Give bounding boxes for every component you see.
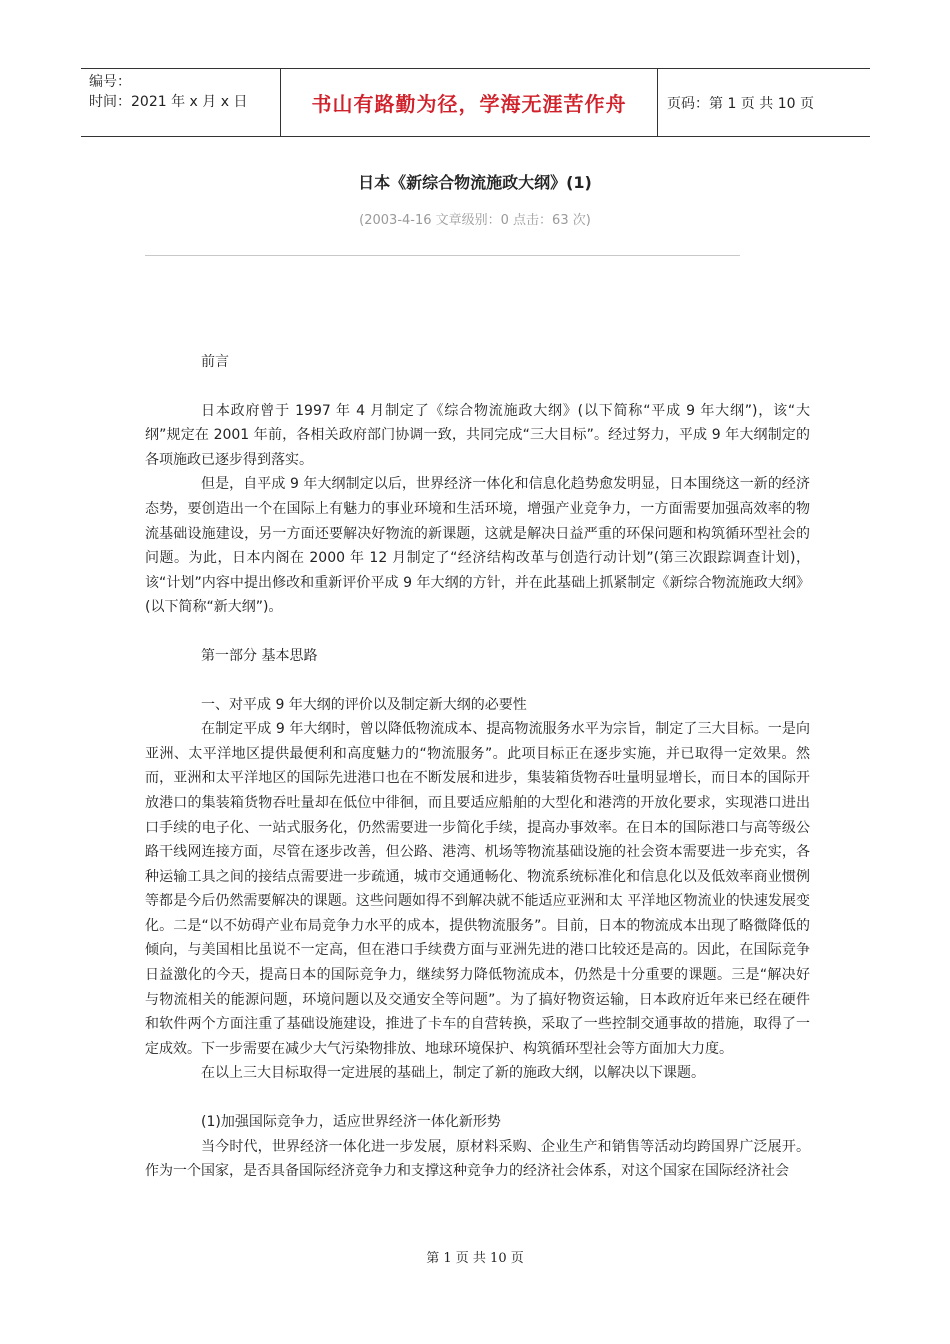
subsection-heading: 一、对平成 9 年大纲的评价以及制定新大纲的必要性 (201, 696, 527, 713)
subsection-heading: (1)加强国际竞争力，适应世界经济一体化新形势 (201, 1114, 501, 1131)
section-heading: 第一部分 基本思路 (201, 647, 318, 664)
page-footer: 第 1 页 共 10 页 (426, 1251, 524, 1266)
paragraph: 在制定平成 9 年大纲时，曾以降低物流成本、提高物流服务水平为宗旨，制定了三大目标。一是向亚洲、太平洋地区提供最便利和高度魅力的“物流服务”。此项目标正在逐步实施，并已取得一定效果。然而，亚洲和太平洋地区的国际先进港口也在不断发展和进步，集装箱货物吞吐量明显增长，而日本的国际开放港口的集装箱货物吞吐量却在低位中徘徊，而且要适应船舶的大型化和港湾的开放化要求，实现港口进出口手续的电子化、一站式服务化，仍然需要进一步简化手续，提高办事效率。在日本的国际港口与高等级公路干线网连接方面，尽管在逐步改善，但公路、港湾、机场等物流基础设施的社会资本需要进一步充实，各种运输工具之间的接结点需要进一步疏通，城市交通通畅化、物流系统标准化和信息化以及低效率商业惯例等都是今后仍然需要解决的课题。这些问题如得不到解决就不能适应亚洲和太 平洋地区物流业的快速发展变化。二是“以不妨碍产业布局竞争力水平的成本，提供物流服务”。目前，日本的物流成本出现了略微降低的倾向，与美国相比虽说不一定高，但在港口手续费方面与亚洲先进的港口比较还是高的。因此，在国际竞争日益激化的今天，提高日本的国际竞争力，继续努力降低物流成本，仍然是十分重要的课题。三是“解决好与物流相关的能源问题，环境问题以及交通安全等问题”。为了搞好物资运输，日本政府近年来已经在硬件和软件两个方面注重了基础设施建设，推进了卡车的自营转换，采取了一些控制交通事故的措施，取得了一定成效。下一步需要在减少大气污染物排放、地球环境保护、构筑循环型社会等方面加大力度。 (145, 721, 810, 1057)
title-divider (145, 255, 740, 256)
paragraph: 日本政府曾于 1997 年 4 月制定了《综合物流施政大纲》(以下简称“平成 9 年大纲”)，该“大纲”规定在 2001 年前，各相关政府部门协调一致，共同完成“三大目标”。经过努力，平成 9 年大纲制定的各项施政已逐步得到落实。 (145, 402, 810, 468)
document-header (81, 68, 870, 137)
header-info-cell (81, 69, 281, 136)
paragraph: 当今时代，世界经济一体化进一步发展，原材料采购、企业生产和销售等活动均跨国界广泛展开。作为一个国家，是否具备国际经济竞争力和支撑这种竞争力的经济社会体系，对这个国家在国际经济社会 (145, 1138, 810, 1180)
code-label: 编号： (89, 74, 131, 90)
header-motto-cell (281, 69, 658, 136)
paragraph: 但是，自平成 9 年大纲制定以后，世界经济一体化和信息化趋势愈发明显，日本围绕这一新的经济态势，要创造出一个在国际上有魅力的事业环境和生活环境，增强产业竞争力，一方面需要加强高效率的物流基础设施建设，另一方面还要解决好物流的新课题，这就是解决日益严重的环保问题和构筑循环型社会的问题。为此，日本内阁在 2000 年 12 月制定了“经济结构改革与创造行动计划”(第三次跟踪调查计划)，该“计划”内容中提出修改和重新评价平成 9 年大纲的方针，并在此基础上抓紧制定《新综合物流施政大纲》(以下简称“新大纲”)。 (145, 476, 810, 616)
time-label: 时间：2021 年 x 月 x 日 (89, 94, 248, 110)
paragraph: 在以上三大目标取得一定进展的基础上，制定了新的施政大纲，以解决以下课题。 (201, 1065, 705, 1082)
article-meta: (2003-4-16 文章级别：0 点击：63 次) (359, 213, 591, 228)
header-page-cell (658, 69, 870, 136)
article-body (145, 350, 810, 1184)
paragraph-preface-heading: 前言 (201, 354, 229, 370)
page-info: 页码：第 1 页 共 10 页 (667, 95, 814, 112)
motto-text: 书山有路勤为径，学海无涯苦作舟 (311, 92, 627, 116)
article-title: 日本《新综合物流施政大纲》(1) (358, 173, 592, 192)
